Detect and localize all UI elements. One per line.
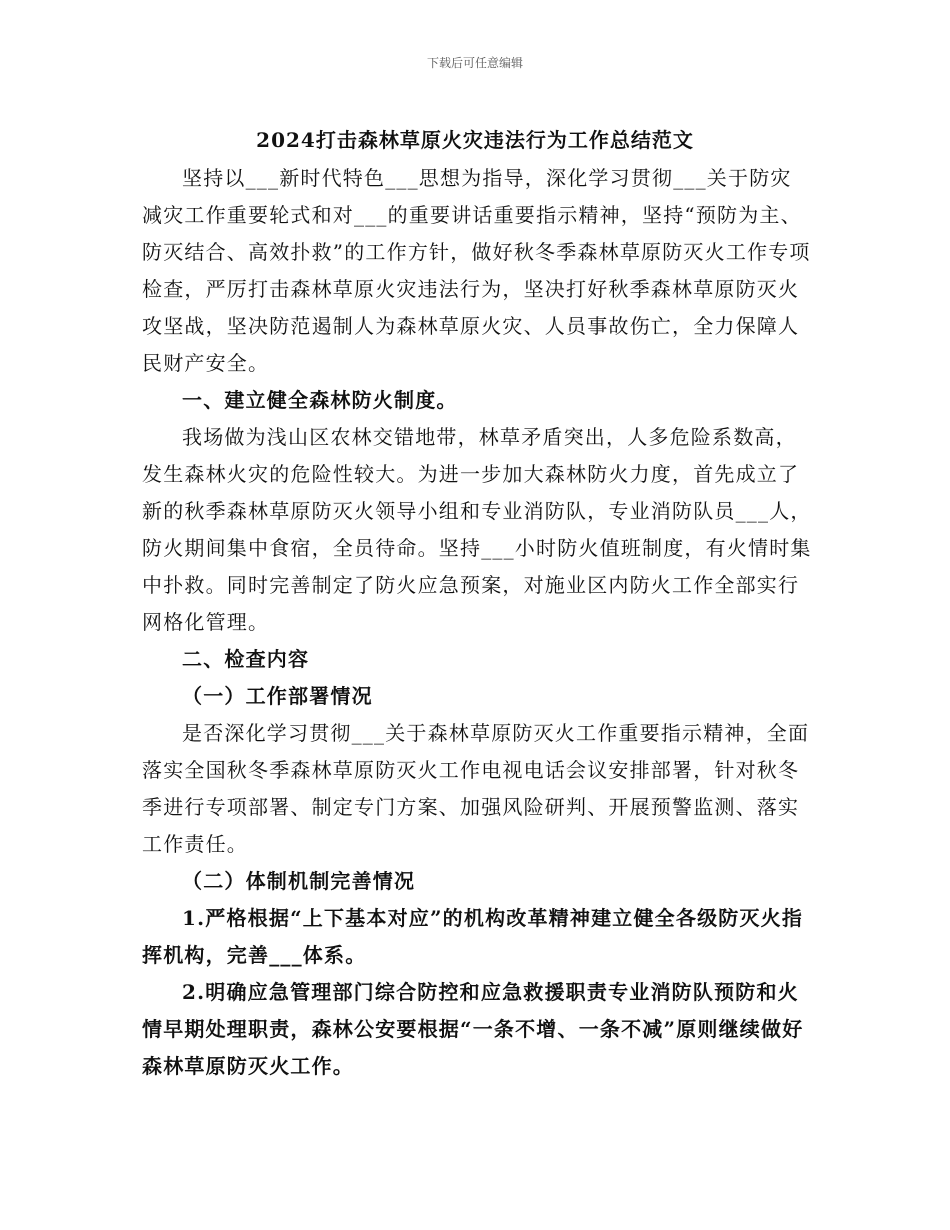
intro-paragraph: 坚持以___新时代特色___思想为指导，深化学习贯彻___关于防灾减灾工作重要轮式和对___的重要讲话重要指示精神，坚持“预防为主、防灭结合、高效扑救”的工作方针，做好秋冬季森林草原防灭火工作专项检查，严厉打击森林草原火灾违法行为，坚决打好秋季森林草原防灭火攻坚战，坚决防范遏制人为森林草原火灾、人员事故伤亡，全力保障人民财产安全。 [142, 166, 811, 375]
subsection-heading-1: （一）工作部署情况 [182, 684, 373, 708]
document-title: 2024打击森林草原火灾违法行为工作总结范文 [256, 128, 694, 152]
numbered-item-1: 1.严格根据“上下基本对应”的机构改革精神建立健全各级防灭火指挥机构，完善___体系。 [142, 906, 804, 967]
subsection-1-paragraph: 是否深化学习贯彻___关于森林草原防灭火工作重要指示精神，全面落实全国秋冬季森林草原防灭火工作电视电话会议安排部署，针对秋冬季进行专项部署、制定专门方案、加强风险研判、开展预警监测、落实工作责任。 [142, 721, 810, 856]
subsection-heading-2: （二）体制机制完善情况 [182, 869, 416, 893]
section-heading-1: 一、建立健全森林防火制度。 [182, 388, 458, 412]
document-body [142, 160, 812, 1085]
numbered-item-2: 2.明确应急管理部门综合防控和应急救援职责专业消防队预防和火情早期处理职责，森林公安要根据“一条不增、一条不减”原则继续做好森林草原防灭火工作。 [142, 980, 804, 1078]
header-note: 下载后可任意编辑 [426, 56, 523, 70]
section-heading-2: 二、检查内容 [182, 647, 310, 671]
section-1-paragraph: 我场做为浅山区农林交错地带，林草矛盾突出，人多危险系数高，发生森林火灾的危险性较大。为进一步加大森林防火力度，首先成立了新的秋季森林草原防灭火领导小组和专业消防队，专业消防队员___人，防火期间集中食宿，全员待命。坚持___小时防火值班制度，有火情时集中扑救。同时完善制定了防火应急预案，对施业区内防火工作全部实行网格化管理。 [142, 425, 812, 634]
